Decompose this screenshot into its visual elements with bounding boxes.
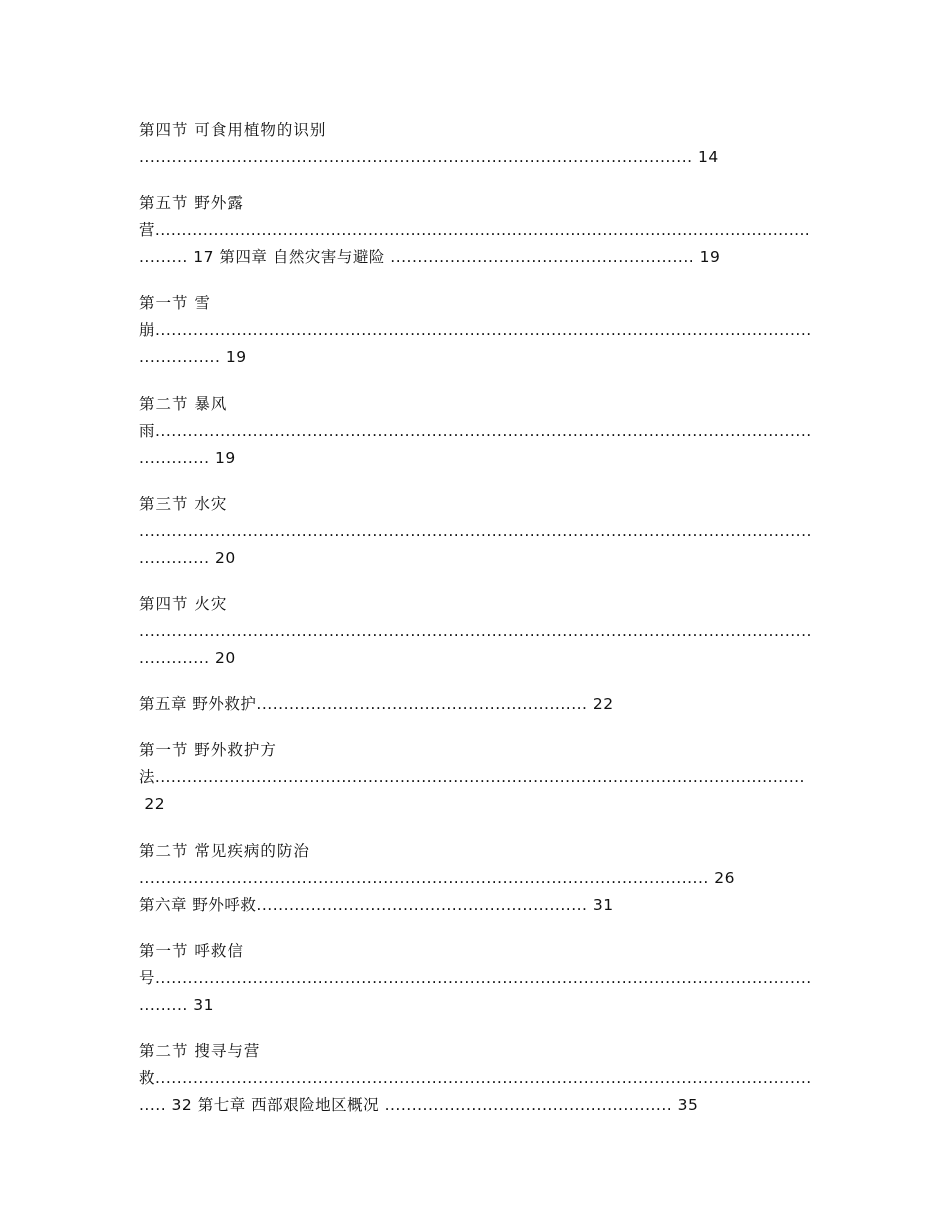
toc-line: ..... 32 第七章 西部艰险地区概况 ..................................................... 35 [139,1096,699,1114]
toc-line: ............................................................................................................................ [139,522,812,540]
toc-line: ............. 19 [139,449,236,467]
toc-line: 雨......................................................................................................................... [139,422,812,440]
toc-line: 第一节 雪 [139,294,211,312]
toc-line: ...................................................................................................... 14 [139,148,719,166]
toc-line: 第四节 火灾 [139,595,228,613]
toc-line: ......... 17 第四章 自然灾害与避险 ........................................................ 19 [139,248,721,266]
toc-line: ............. 20 [139,649,236,667]
toc-line: 第二节 搜寻与营 [139,1042,261,1060]
toc-line: 第一节 野外救护方 [139,741,277,759]
toc-line: 第二节 常见疾病的防治 [139,842,310,860]
toc-line: 营........................................................................................................................... [139,221,811,239]
toc-line: 救......................................................................................................................... [139,1069,812,1087]
toc-line: 崩......................................................................................................................... [139,321,812,339]
toc-line: 第二节 暴风 [139,395,228,413]
toc-line: 第五章 野外救护............................................................. 22 [139,695,614,713]
toc-line: ......................................................................................................... 26 [139,869,735,887]
toc-line: 第三节 水灾 [139,495,228,513]
toc-line: 22 [139,795,166,813]
toc-line: 第六章 野外呼救............................................................. 31 [139,896,614,914]
toc-line: ......... 31 [139,996,214,1014]
toc-line: 第一节 呼救信 [139,942,244,960]
toc-line: ............................................................................................................................ [139,622,812,640]
toc-line: 第四节 可食用植物的识别 [139,121,327,139]
toc-line: ............. 20 [139,549,236,567]
toc-line: 法.......................................................................................................................... [139,768,805,786]
toc-line: ............... 19 [139,348,247,366]
toc-line: 第五节 野外露 [139,194,244,212]
toc-line: 号......................................................................................................................... [139,969,812,987]
